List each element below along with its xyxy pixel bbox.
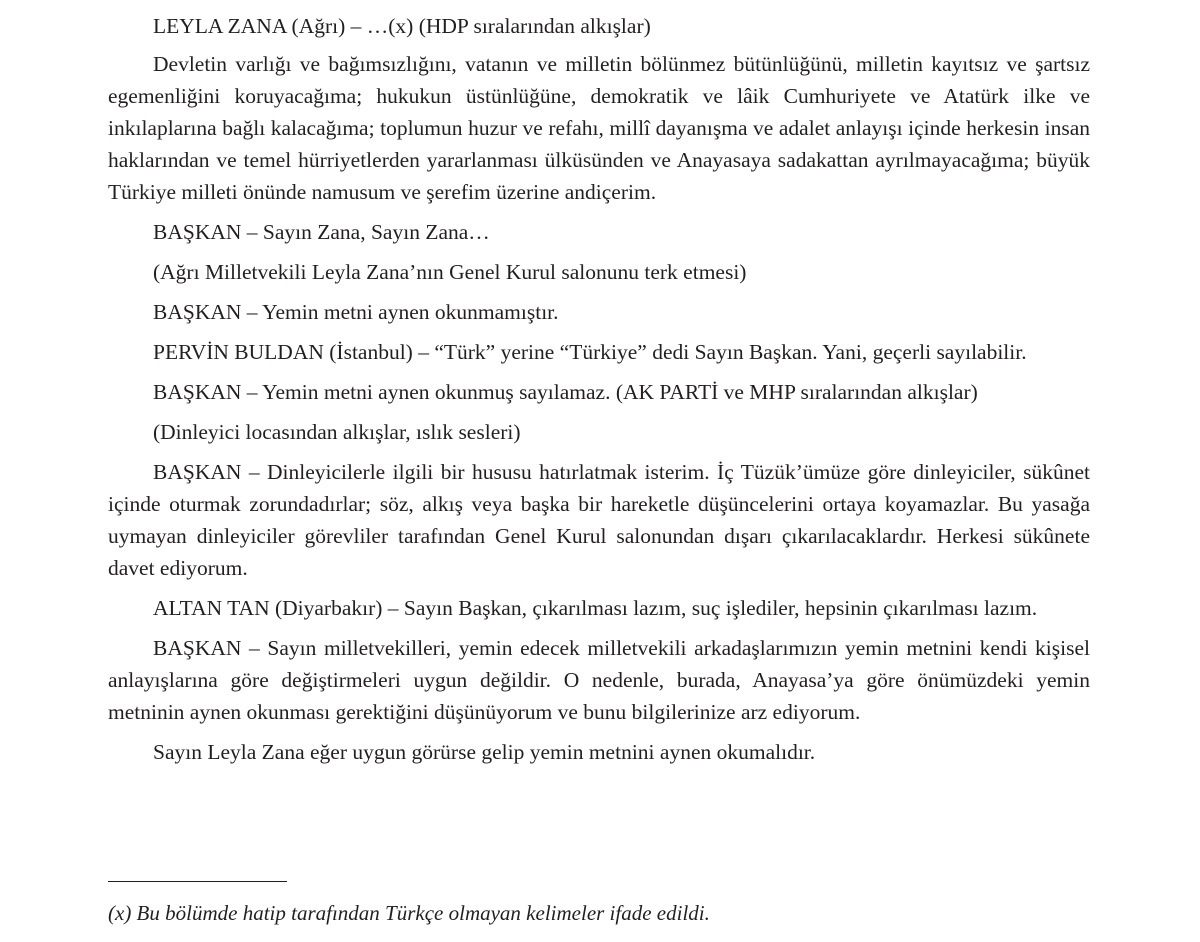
paragraph-tan: ALTAN TAN (Diyarbakır) – Sayın Başkan, çıkarılması lazım, suç işlediler, hepsinin çıkarılması lazım. [153, 596, 1038, 620]
paragraph-stage-direction-2: (Dinleyici locasından alkışlar, ıslık sesleri) [153, 420, 521, 444]
footnote: (x) Bu bölümde hatip tarafından Türkçe olmayan kelimeler ifade edildi. [108, 901, 710, 925]
paragraph-speaker-3: BAŞKAN – Yemin metni aynen okunmuş sayılamaz. (AK PARTİ ve MHP sıralarından alkışlar) [153, 380, 978, 404]
paragraph-speaker-1: BAŞKAN – Sayın Zana, Sayın Zana… [153, 220, 490, 244]
paragraph-speaker-5: BAŞKAN – Sayın milletvekilleri, yemin edecek milletvekili arkadaşlarımızın yemin metnini kendi kişisel anlayışlarına göre değiştirmeleri uygun değildir. O nedenle, burada, Anayasa’ya göre önümüzdeki yemin metninin aynen okunması gerektiğini düşünüyorum ve bunu bilgilerinize arz ediyorum. [108, 636, 1090, 724]
paragraph-speaker-4: BAŞKAN – Dinleyicilerle ilgili bir hususu hatırlatmak isterim. İç Tüzük’ümüze göre dinleyiciler, sükûnet içinde oturmak zorundadırlar; söz, alkış veya başka bir hareketle düşüncelerini ortaya koyamazlar. Bu yasağa uymayan dinleyiciler görevliler tarafından Genel Kurul salonundan dışarı çıkarılacaklardır. Herkesi sükûnete davet ediyorum. [108, 460, 1090, 580]
footnote-divider [108, 881, 287, 882]
paragraph-closing: Sayın Leyla Zana eğer uygun görürse gelip yemin metnini aynen okumalıdır. [153, 740, 816, 764]
paragraph-speaker-2: BAŞKAN – Yemin metni aynen okunmamıştır. [153, 300, 559, 324]
transcript-body [108, 0, 1090, 768]
paragraph-stage-direction-1: (Ağrı Milletvekili Leyla Zana’nın Genel Kurul salonunu terk etmesi) [153, 260, 747, 284]
paragraph-oath-text: Devletin varlığı ve bağımsızlığını, vatanın ve milletin bölünmez bütünlüğünü, milletin kayıtsız ve şartsız egemenliğini koruyacağıma; hukukun üstünlüğüne, demokratik ve lâik Cumhuriyete ve Atatürk ilke ve inkılaplarına bağlı kalacağıma; toplumun huzur ve refahı, millî dayanışma ve adalet anlayışı içinde herkesin insan haklarından ve temel hürriyetlerden yararlanması ülküsünden ve Anayasaya sadakattan ayrılmayacağıma; büyük Türkiye milleti önünde namusum ve şerefim üzerine andiçerim. [108, 52, 1090, 204]
paragraph-zana-intro: LEYLA ZANA (Ağrı) – …(x) (HDP sıralarından alkışlar) [153, 14, 651, 38]
paragraph-buldan: PERVİN BULDAN (İstanbul) – “Türk” yerine “Türkiye” dedi Sayın Başkan. Yani, geçerli sayılabilir. [153, 340, 1027, 364]
